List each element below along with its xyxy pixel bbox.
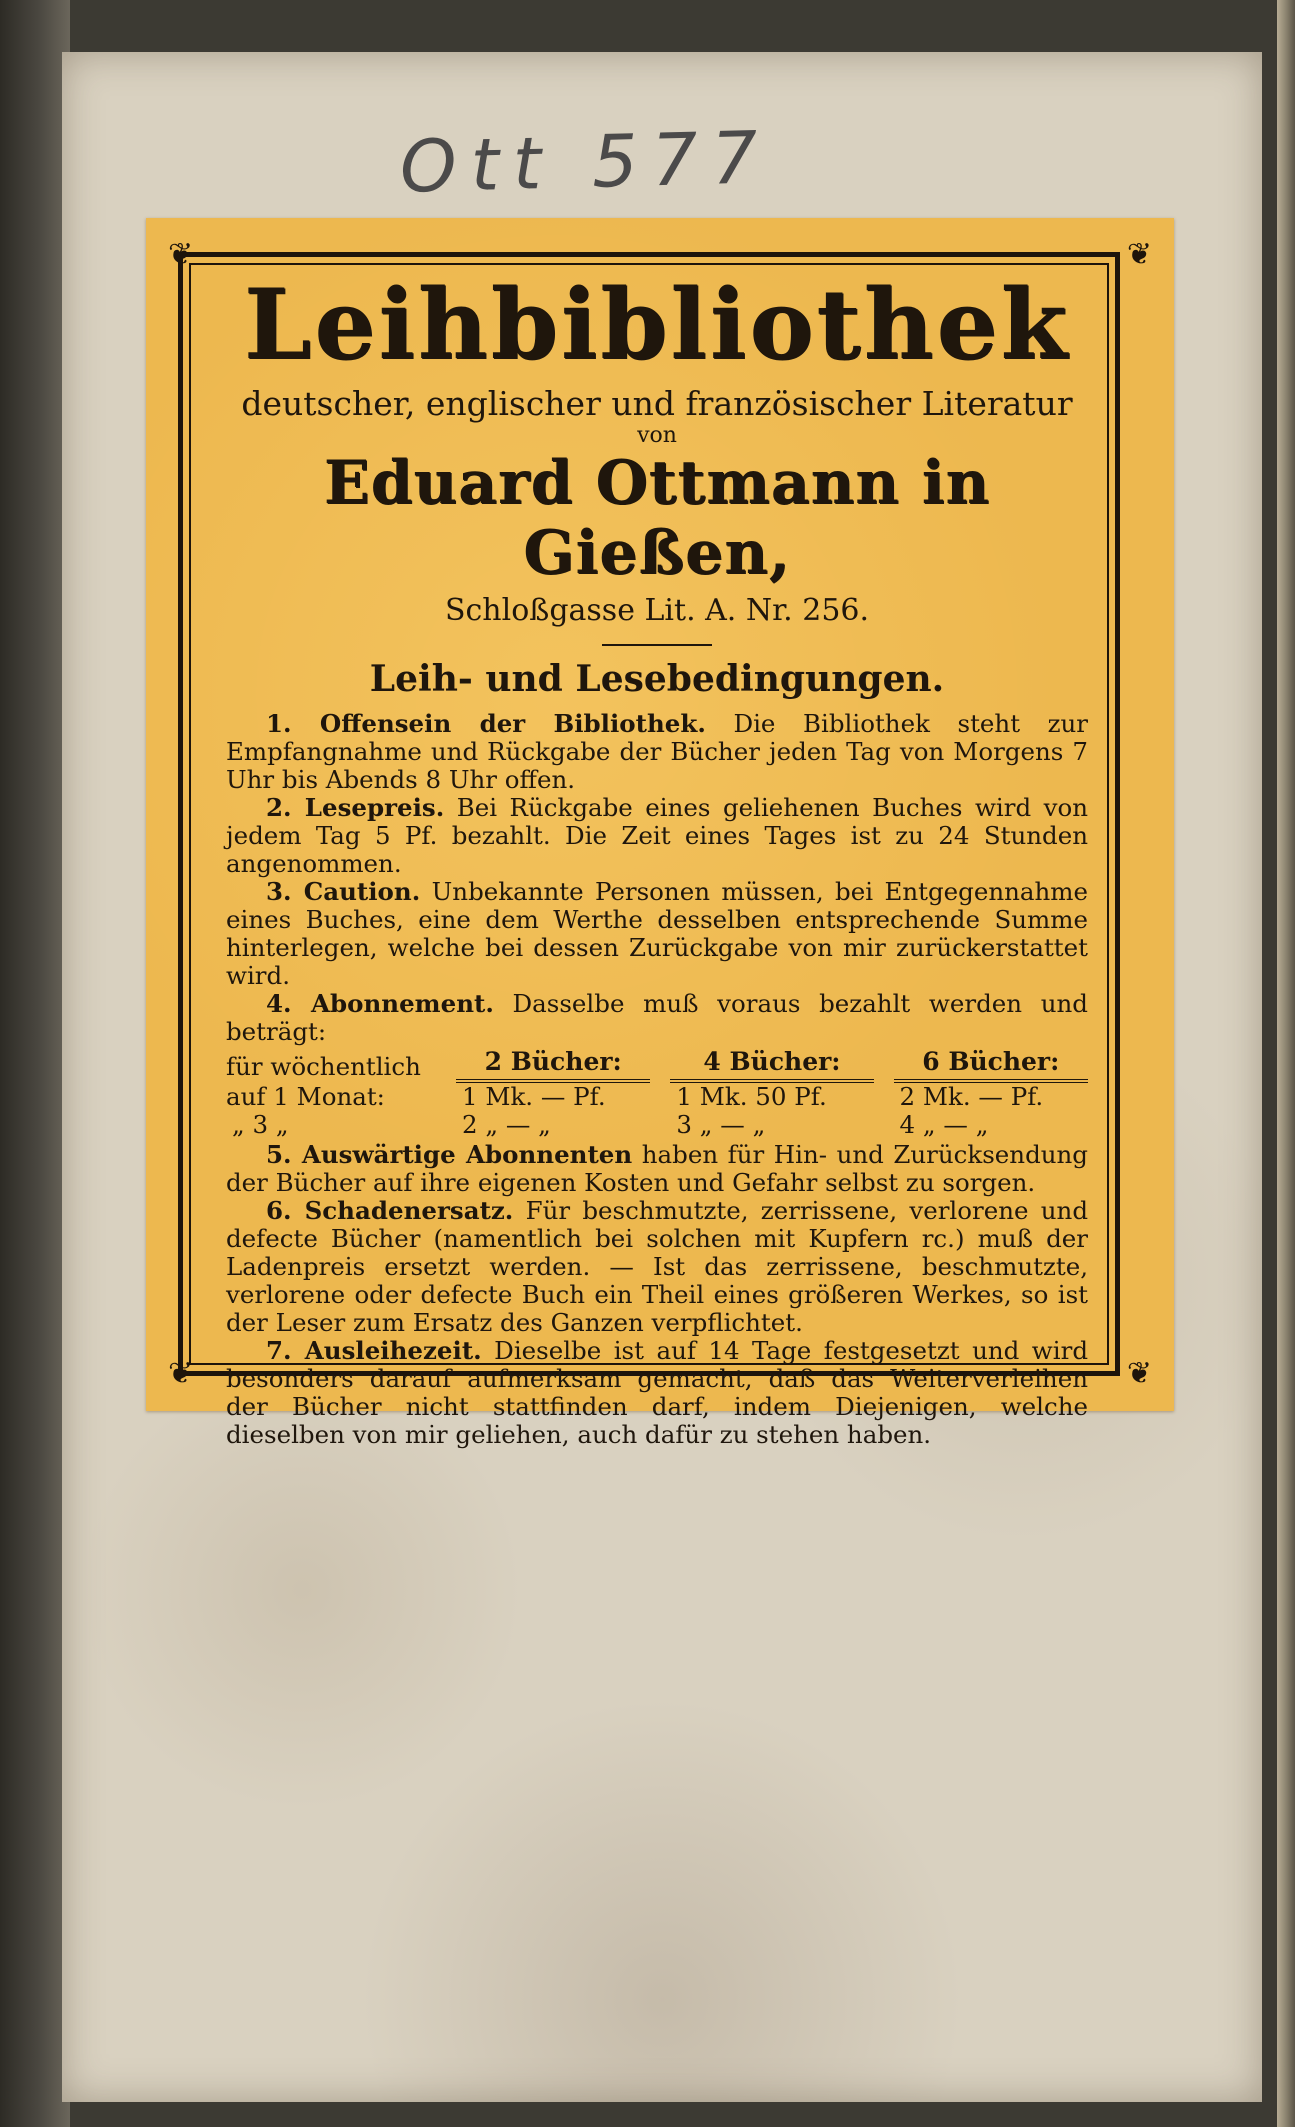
rule-heading: 6. Schadenersatz. bbox=[266, 1196, 514, 1225]
price-table-header-row bbox=[226, 1048, 1088, 1081]
rule-item bbox=[226, 794, 1088, 878]
price-cell: 2 „ — „ bbox=[462, 1110, 551, 1139]
rule-text: Die Bibliothek steht zur Empfangnahme und Rückgabe der Bücher jeden Tag von Morgens 7 Uhr bis Abends 8 Uhr offen. bbox=[226, 709, 1089, 794]
rule-text: Dasselbe muß voraus bezahlt werden und beträgt: bbox=[226, 989, 1088, 1046]
rule-heading: 5. Auswärtige Abonnenten bbox=[266, 1140, 633, 1169]
rule-text: haben für Hin- und Zurücksendung der Bücher auf ihre eigenen Kosten und Gefahr selbst zu sorgen. bbox=[226, 1140, 1088, 1197]
price-row-label: „ 3 „ bbox=[232, 1110, 289, 1139]
price-table-row bbox=[226, 1081, 1088, 1111]
corner-ornament-icon: ❦ bbox=[1126, 1356, 1152, 1391]
rule-text: Für beschmutzte, zerrissene, verlorene und defecte Bücher (namentlich bei solchen mit Kupfern rc.) muß der Ladenpreis ersetzt werden. — Ist das zerrissene, beschmutzte, verlorene oder defecte Buch ein Theil eines größeren Werkes, so ist der Leser zum Ersatz des Ganzen verpflichtet. bbox=[226, 1196, 1088, 1337]
owner-name: Eduard Ottmann in Gießen, bbox=[323, 448, 991, 588]
rule-heading: 2. Lesepreis. bbox=[266, 793, 445, 822]
price-table-row bbox=[226, 1111, 1088, 1139]
rule-heading: 3. Caution. bbox=[266, 877, 421, 906]
price-cell: 2 Mk. — Pf. bbox=[899, 1082, 1044, 1111]
price-cell: 4 „ — „ bbox=[899, 1110, 989, 1139]
price-column-header: 2 Bücher: bbox=[456, 1048, 650, 1081]
price-column-header: 6 Bücher: bbox=[894, 1048, 1088, 1081]
rule-heading: 1. Offensein der Bibliothek. bbox=[266, 709, 706, 738]
label-von: von bbox=[637, 423, 677, 448]
corner-ornament-icon: ❦ bbox=[1126, 237, 1152, 272]
divider bbox=[602, 644, 712, 646]
price-table bbox=[226, 1048, 1088, 1139]
rule-text: Unbekannte Personen müssen, bei Entgegennahme eines Buches, eine dem Werthe desselben entsprechende Summe hinterlegen, welche bei dessen Zurückgabe von mir zurückerstattet wird. bbox=[226, 877, 1089, 990]
rules-list bbox=[226, 710, 1088, 1449]
rule-item bbox=[226, 1141, 1088, 1197]
price-cell: 1 Mk. 50 Pf. bbox=[676, 1082, 827, 1111]
price-column-header: 4 Bücher: bbox=[670, 1048, 873, 1081]
price-cell: 1 Mk. — Pf. bbox=[462, 1082, 606, 1111]
owner-address: Schloßgasse Lit. A. Nr. 256. bbox=[444, 593, 870, 628]
rule-text: Bei Rückgabe eines geliehenen Buches wird von jedem Tag 5 Pf. bezahlt. Die Zeit eines Tages ist zu 24 Stunden angenommen. bbox=[226, 793, 1088, 878]
price-table-row-header: für wöchentlich bbox=[226, 1052, 421, 1081]
book-cover-edge-right bbox=[1277, 0, 1295, 2127]
book-cover-edge-left bbox=[0, 0, 70, 2127]
label-title: Leihbibliothek bbox=[243, 268, 1071, 381]
price-cell: 3 „ — „ bbox=[676, 1110, 766, 1139]
rule-item bbox=[226, 1337, 1088, 1449]
corner-ornament-icon: ❦ bbox=[168, 1356, 194, 1391]
rule-text: Dieselbe ist auf 14 Tage festgesetzt und wird besonders darauf aufmerksam gemacht, daß das Weiterverleihen der Bücher nicht stattfinden darf, indem Diejenigen, welche dieselben von mir geliehen, auch dafür zu stehen haben. bbox=[226, 1336, 1089, 1449]
rule-item bbox=[226, 878, 1088, 990]
library-label bbox=[146, 218, 1174, 1449]
conditions-title: Leih- und Lesebedingungen. bbox=[369, 658, 945, 700]
rule-heading: 7. Ausleihezeit. bbox=[266, 1336, 482, 1365]
handwritten-shelfmark: Ott 577 bbox=[398, 115, 773, 209]
rule-item bbox=[226, 990, 1088, 1046]
label-content bbox=[226, 270, 1088, 1449]
corner-ornament-icon: ❦ bbox=[168, 237, 194, 272]
price-row-label: auf 1 Monat: bbox=[226, 1082, 385, 1111]
label-subtitle: deutscher, englischer und französischer Literatur bbox=[241, 384, 1073, 423]
rule-item bbox=[226, 710, 1088, 794]
rule-heading: 4. Abonnement. bbox=[266, 989, 494, 1018]
rule-item bbox=[226, 1197, 1088, 1337]
